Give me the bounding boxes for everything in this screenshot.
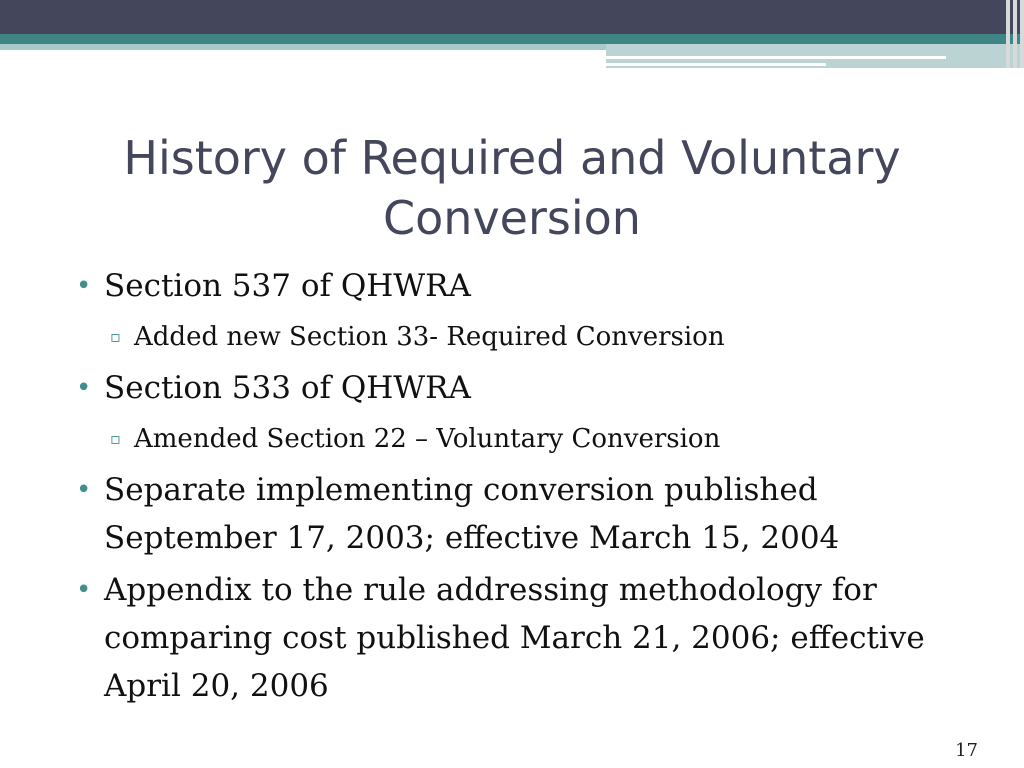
sub-bullet-list xyxy=(76,314,956,360)
header-stripe xyxy=(1013,0,1017,68)
header-band-dark xyxy=(0,0,1024,34)
bullet-dot-icon: • xyxy=(76,475,92,505)
header-stripe xyxy=(1020,0,1024,68)
sub-bullet-item xyxy=(76,416,956,462)
bullet-text: Section 533 of QHWRA xyxy=(104,370,471,406)
sub-bullet-text: Added new Section 33- Required Conversion xyxy=(134,322,725,352)
bullet-item xyxy=(76,566,956,710)
header-stripes xyxy=(990,0,1024,68)
square-bullet-icon: ▫ xyxy=(110,327,121,346)
bullet-dot-icon: • xyxy=(76,575,92,605)
bullet-item xyxy=(76,364,956,412)
header-band-line xyxy=(606,63,826,66)
bullet-text: Appendix to the rule addressing methodology for comparing cost published March 21, 2006; effective April 20, 2006 xyxy=(104,572,925,704)
bullet-list xyxy=(76,262,956,714)
sub-bullet-list xyxy=(76,416,956,462)
bullet-item xyxy=(76,262,956,310)
bullet-dot-icon: • xyxy=(76,271,92,301)
square-bullet-icon: ▫ xyxy=(110,429,121,448)
page-number: 17 xyxy=(955,740,978,761)
bullet-text: Separate implementing conversion published September 17, 2003; effective March 15, 2004 xyxy=(104,472,840,556)
bullet-item xyxy=(76,466,956,562)
slide-title: History of Required and Voluntary Conversion xyxy=(123,131,901,245)
header-band-teal xyxy=(0,34,1024,44)
header-band-line xyxy=(606,56,946,59)
sub-bullet-item xyxy=(76,314,956,360)
bullet-text: Section 537 of QHWRA xyxy=(104,268,471,304)
bullet-dot-icon: • xyxy=(76,373,92,403)
header-stripe xyxy=(1006,0,1010,68)
sub-bullet-text: Amended Section 22 – Voluntary Conversion xyxy=(134,424,721,454)
